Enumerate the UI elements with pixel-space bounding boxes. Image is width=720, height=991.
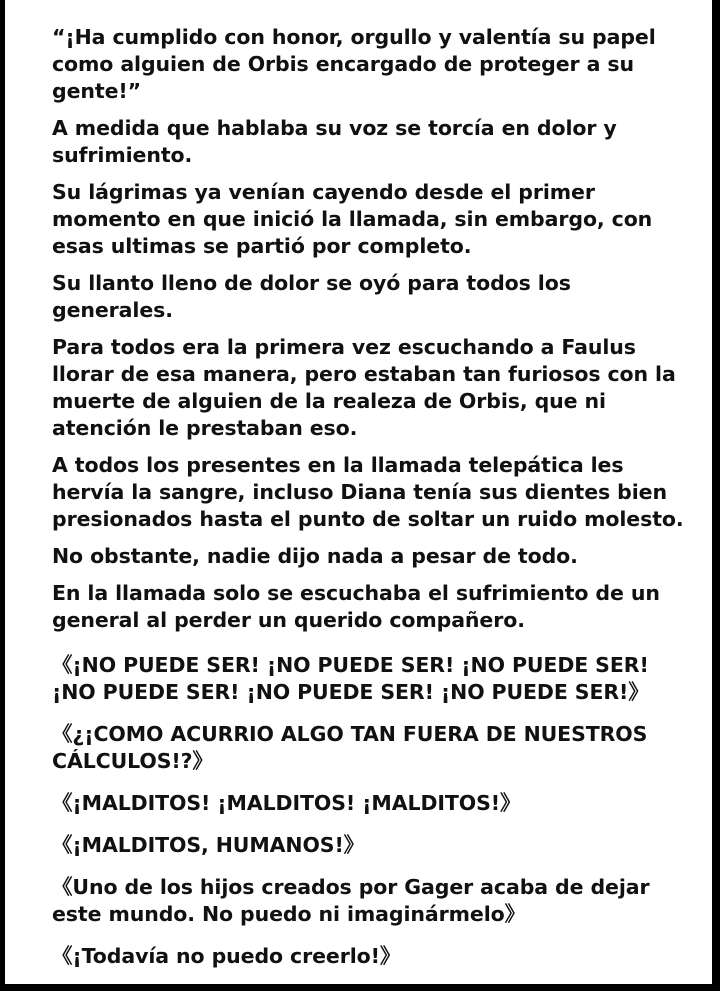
paragraph-2: A medida que hablaba su voz se torcía en dolor y sufrimiento.	[52, 116, 617, 167]
paragraph-5: Para todos era la primera vez escuchando a Faulus llorar de esa manera, pero estaban tan furiosos con la muerte de alguien de la realeza de Orbis, que ni atención le prestaban eso.	[52, 335, 676, 440]
paragraph-8: En la llamada solo se escuchaba el sufrimiento de un general al perder un querido compañero.	[52, 581, 660, 632]
paragraph-4: Su llanto lleno de dolor se oyó para todos los generales.	[52, 271, 571, 322]
paragraph-3: Su lágrimas ya venían cayendo desde el primer momento en que inició la llamada, sin embargo, con esas ultimas se partió por completo.	[52, 180, 653, 258]
dialogue-2: 《¿¡COMO ACURRIO ALGO TAN FUERA DE NUESTROS CÁLCULOS!?》	[52, 722, 648, 773]
dialogue-5: 《Uno de los hijos creados por Gager acaba de dejar este mundo. No puedo ni imaginármelo》	[52, 875, 650, 926]
paragraph-7: No obstante, nadie dijo nada a pesar de todo.	[52, 544, 578, 568]
paragraph-6: A todos los presentes en la llamada telepática les hervía la sangre, incluso Diana tenía sus dientes bien presionados hasta el punto de soltar un ruido molesto.	[52, 453, 684, 531]
text-body	[52, 24, 692, 985]
dialogue-3: 《¡MALDITOS! ¡MALDITOS! ¡MALDITOS!》	[52, 791, 521, 815]
paragraph-1: “¡Ha cumplido con honor, orgullo y valentía su papel como alguien de Orbis encargado de proteger a su gente!”	[52, 25, 656, 103]
dialogue-1: 《¡NO PUEDE SER! ¡NO PUEDE SER! ¡NO PUEDE SER! ¡NO PUEDE SER! ¡NO PUEDE SER! ¡NO PUEDE SER!》	[52, 653, 649, 704]
dialogue-6: 《¡Todavía no puedo creerlo!》	[52, 944, 401, 968]
dialogue-4: 《¡MALDITOS, HUMANOS!》	[52, 833, 365, 857]
